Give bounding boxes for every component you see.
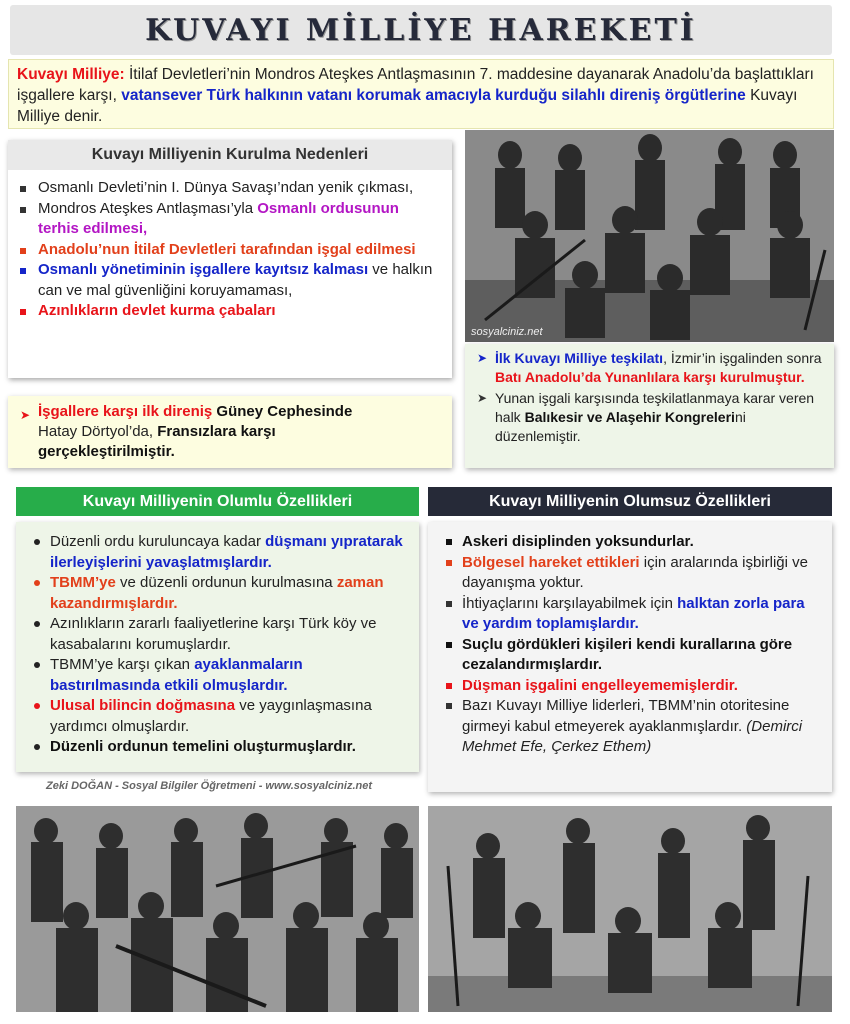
square-bullet-icon xyxy=(20,207,26,213)
list-item: Ulusal bilincin doğmasına ve yaygınlaşmasına yardımcı olmuşlardır. xyxy=(26,696,409,737)
bullet-icon xyxy=(34,621,40,627)
list-item: ➤ Yunan işgali karşısında teşkilatlanmaya karar veren halk Balıkesir ve Alaşehir Kongrelerini düzenlemiştir. xyxy=(477,390,815,444)
photo-caption: sosyalciniz.net xyxy=(471,326,543,338)
square-bullet-icon xyxy=(446,642,452,648)
list-item: Düzenli ordunun temelini oluşturmuşlardır. xyxy=(26,737,409,758)
list-item: Mondros Ateşkes Antlaşması’yla Osmanlı ordusunun terhis edilmesi, xyxy=(18,199,442,240)
bullet-icon xyxy=(34,744,40,750)
militia-photo-top xyxy=(465,130,834,342)
square-bullet-icon xyxy=(20,309,26,315)
negative-header: Kuvayı Milliyenin Olumsuz Özellikleri xyxy=(428,487,832,516)
list-item: Anadolu’nun İtilaf Devletleri tarafından işgal edilmesi xyxy=(18,240,442,261)
positive-list xyxy=(16,522,419,758)
list-item: Askeri disiplinden yoksundurlar. xyxy=(438,532,822,553)
definition-text-2: Kuvayı Milliye denir. xyxy=(17,87,798,125)
list-item: Düşman işgalini engelleyememişlerdir. xyxy=(438,676,822,697)
square-bullet-icon xyxy=(446,683,452,689)
definition-box xyxy=(8,59,834,129)
positive-header: Kuvayı Milliyenin Olumlu Özellikleri xyxy=(16,487,419,516)
reasons-header: Kuvayı Milliyenin Kurulma Nedenleri xyxy=(8,140,452,170)
square-bullet-icon xyxy=(20,186,26,192)
bullet-icon xyxy=(34,703,40,709)
list-item: Azınlıkların zararlı faaliyetlerine karşı Türk köy ve kasabalarını korumuşlardır. xyxy=(26,614,409,655)
definition-text-1: İtilaf Devletleri’nin Mondros Ateşkes Antlaşmasının 7. maddesine dayanarak Anadolu’da başlattıkları işgallere karşı, xyxy=(17,66,814,104)
arrow-right-icon: ➤ xyxy=(477,391,488,405)
square-bullet-icon xyxy=(446,539,452,545)
list-item: Osmanlı Devleti’nin I. Dünya Savaşı’ndan yenik çıkması, xyxy=(18,178,442,199)
square-bullet-icon xyxy=(446,703,452,709)
list-item: İhtiyaçlarını karşılayabilmek için halktan zorla para ve yardım toplamışlardır. xyxy=(438,594,822,635)
bullet-icon xyxy=(34,580,40,586)
first-resistance-box: ➤ İşgallere karşı ilk direniş Güney Cephesinde Hatay Dörtyol’da, Fransızlara karşı gerçekleştirilmiştir. xyxy=(8,396,452,468)
square-bullet-icon xyxy=(20,268,26,274)
title-bar xyxy=(10,5,832,55)
square-bullet-icon xyxy=(446,560,452,566)
list-item: Suçlu gördükleri kişileri kendi kurallarına göre cezalandırmışlardır. xyxy=(438,635,822,676)
list-item: Düzenli ordu kuruluncaya kadar düşmanı yıpratarak ilerleyişlerini yavaşlatmışlardır. xyxy=(26,532,409,573)
list-item: ➤ İlk Kuvayı Milliye teşkilatı, İzmir’in işgalinden sonra Batı Anadolu’da Yunanlılara karşı kurulmuştur. xyxy=(477,350,822,385)
page-title: KUVAYI MİLLİYE HAREKETİ xyxy=(145,12,697,48)
list-item: TBMM’ye karşı çıkan ayaklanmaların bastırılmasında etkili olmuşlardır. xyxy=(26,655,409,696)
arrow-right-icon: ➤ xyxy=(20,408,31,422)
reasons-box xyxy=(8,140,452,378)
bullet-icon xyxy=(34,662,40,668)
square-bullet-icon xyxy=(20,248,26,254)
list-item: Bölgesel hareket ettikleri için aralarında işbirliği ve dayanışma yoktur. xyxy=(438,553,822,594)
negative-box xyxy=(428,522,832,792)
author-credit: Zeki DOĞAN - Sosyal Bilgiler Öğretmeni - www.sosyalciniz.net xyxy=(46,780,373,792)
militia-photo-bottom-left xyxy=(16,806,419,1012)
positive-box xyxy=(16,522,419,772)
info-box xyxy=(465,344,834,468)
definition-term: Kuvayı Milliye: xyxy=(17,66,125,83)
bullet-icon xyxy=(34,539,40,545)
square-bullet-icon xyxy=(446,601,452,607)
list-item: Azınlıkların devlet kurma çabaları xyxy=(18,301,442,322)
list-item: Bazı Kuvayı Milliye liderleri, TBMM’nin otoritesine girmeyi kabul etmeyerek ayaklanmışlardır. (Demirci Mehmet Efe, Çerkez Ethem) xyxy=(438,696,822,758)
list-item: TBMM’ye ve düzenli ordunun kurulmasına zaman kazandırmışlardır. xyxy=(26,573,409,614)
list-item: Osmanlı yönetiminin işgallere kayıtsız kalması ve halkın can ve mal güvenliğini koruyamaması, xyxy=(18,260,442,301)
negative-list xyxy=(428,522,832,758)
arrow-right-icon: ➤ xyxy=(477,351,488,365)
militia-photo-bottom-right xyxy=(428,806,832,1012)
definition-highlight: vatansever Türk halkının vatanı korumak amacıyla kurduğu silahlı direniş örgütlerine xyxy=(121,87,746,104)
reasons-list xyxy=(8,170,452,322)
